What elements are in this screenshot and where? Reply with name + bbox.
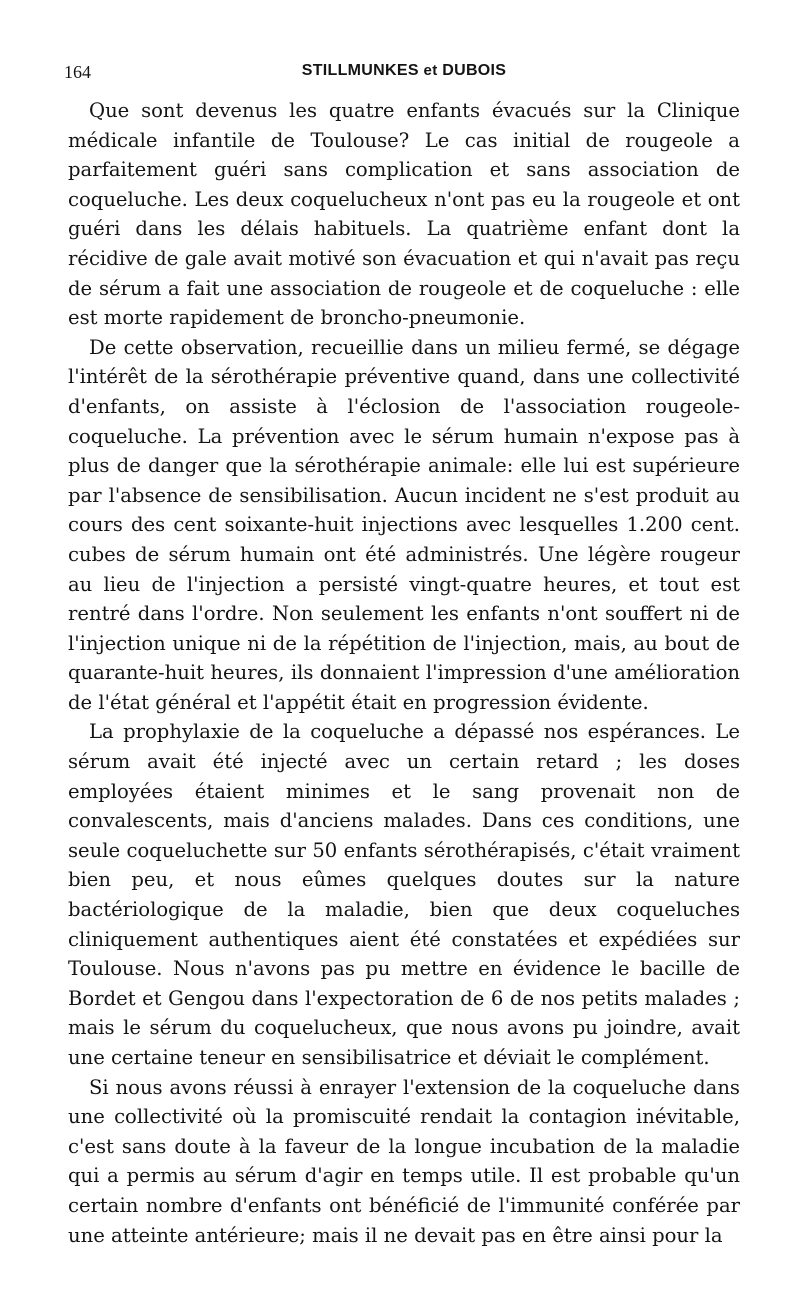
author-conjunction: et xyxy=(423,62,438,79)
paragraph: Que sont devenus les quatre enfants évacués sur la Clinique médicale infantile de Toulouse? Le cas initial de rougeole a parfaitement guéri sans complication et sans association de coqueluche. Les deux coquelucheux n'ont pas eu la rougeole et ont guéri dans les délais habituels. La quatrième enfant dont la récidive de gale avait motivé son évacuation et qui n'avait pas reçu de sérum a fait une association de rougeole et de coqueluche : elle est morte rapidement de broncho-pneumonie. xyxy=(68,99,740,330)
book-page xyxy=(64,62,740,1250)
author-stillmunkes: STILLMUNKES xyxy=(301,62,419,79)
author-dubois: DUBOIS xyxy=(442,62,507,79)
running-head xyxy=(64,62,740,96)
paragraph: De cette observation, recueillie dans un milieu fermé, se dégage l'intérêt de la sérothérapie préventive quand, dans une collectivité d'enfants, on assiste à l'éclosion de l'association rougeole-coqueluche. La prévention avec le sérum humain n'expose pas à plus de danger que la sérothérapie animale: elle lui est supérieure par l'absence de sensibilisation. Aucun incident ne s'est produit au cours des cent soixante-huit injections avec lesquelles 1.200 cent. cubes de sérum humain ont été administrés. Une légère rougeur au lieu de l'injection a persisté vingt-quatre heures, et tout est rentré dans l'ordre. Non seulement les enfants n'ont souffert ni de l'injection unique ni de la répétition de l'injection, mais, au bout de quarante-huit heures, ils donnaient l'impression d'une amélioration de l'état général et l'appétit était en progression évidente. xyxy=(68,335,740,714)
running-title xyxy=(68,62,740,80)
body-text xyxy=(68,96,740,1250)
page-number: 164 xyxy=(64,62,91,82)
paragraph: Si nous avons réussi à enrayer l'extension de la coqueluche dans une collectivité où la promiscuité rendait la contagion inévitable, c'est sans doute à la faveur de la longue incubation de la maladie qui a permis au sérum d'agir en temps utile. Il est probable qu'un certain nombre d'enfants ont bénéficié de l'immunité conférée par une atteinte antérieure; mais il ne devait pas en être ainsi pour la xyxy=(68,1075,740,1247)
paragraph: La prophylaxie de la coqueluche a dépassé nos espérances. Le sérum avait été injecté avec un certain retard ; les doses employées étaient minimes et le sang provenait non de convalescents, mais d'anciens malades. Dans ces conditions, une seule coqueluchette sur 50 enfants sérothérapisés, c'était vraiment bien peu, et nous eûmes quelques doutes sur la nature bactériologique de la maladie, bien que deux coqueluches cliniquement authentiques aient été constatées et expédiées sur Toulouse. Nous n'avons pas pu mettre en évidence le bacille de Bordet et Gengou dans l'expectoration de 6 de nos petits malades ; mais le sérum du coquelucheux, que nous avons pu joindre, avait une certaine teneur en sensibilisatrice et déviait le complément. xyxy=(68,720,740,1069)
